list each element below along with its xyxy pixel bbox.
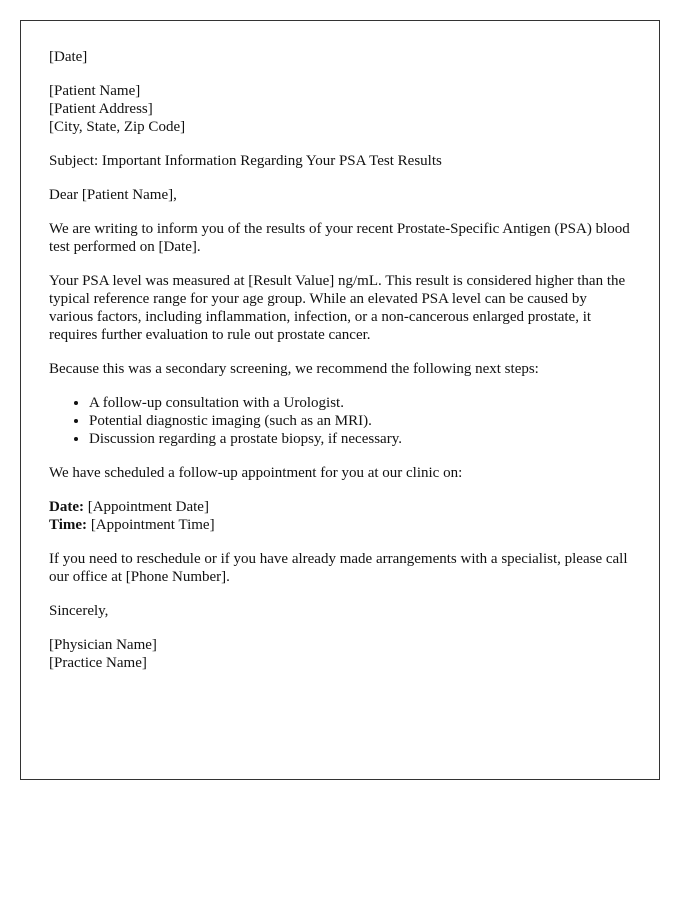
list-item: • Discussion regarding a prostate biopsy, if necessary. (89, 430, 631, 448)
paragraph-next-steps: Because this was a secondary screening, we recommend the following next steps: (49, 361, 539, 377)
recipient-city: [City, State, Zip Code] (49, 119, 186, 135)
paragraph-reschedule: If you need to reschedule or if you have already made arrangements with a specialist, please call our office at [Phone Number]. (49, 551, 628, 585)
appointment-time-value: [Appointment Time] (87, 517, 215, 533)
letter-page (20, 20, 660, 780)
paragraph-appointment: We have scheduled a follow-up appointment for you at our clinic on: (49, 465, 463, 481)
paragraph-result: Your PSA level was measured at [Result Value] ng/mL. This result is considered higher than the typical reference range for your age group. While an elevated PSA level can be caused by various factors, including inflammation, infection, or a non-cancerous enlarged prostate, it requires further evaluation to rule out prostate cancer. (49, 273, 626, 343)
list-item: • A follow-up consultation with a Urologist. (89, 394, 631, 412)
salutation: Dear [Patient Name], (49, 187, 177, 203)
recipient-name: [Patient Name] (49, 83, 141, 99)
appointment-date-label: Date: (49, 499, 84, 515)
physician-name: [Physician Name] (49, 637, 157, 653)
recipient-address: [Patient Address] (49, 101, 153, 117)
paragraph-intro: We are writing to inform you of the results of your recent Prostate-Specific Antigen (PSA) blood test performed on [Date]. (49, 221, 630, 255)
recipient-block (49, 82, 631, 136)
appointment-time-label: Time: (49, 517, 88, 533)
letter-date: [Date] (49, 49, 88, 65)
appointment-details (49, 498, 631, 534)
closing: Sincerely, (49, 603, 109, 619)
next-steps-list (49, 394, 631, 448)
signature-block (49, 636, 631, 672)
letter-subject: Subject: Important Information Regarding Your PSA Test Results (49, 153, 442, 169)
practice-name: [Practice Name] (49, 655, 147, 671)
appointment-time-row (49, 516, 631, 534)
appointment-date-row (49, 498, 631, 516)
list-item: • Potential diagnostic imaging (such as an MRI). (89, 412, 631, 430)
appointment-date-value: [Appointment Date] (83, 499, 209, 515)
